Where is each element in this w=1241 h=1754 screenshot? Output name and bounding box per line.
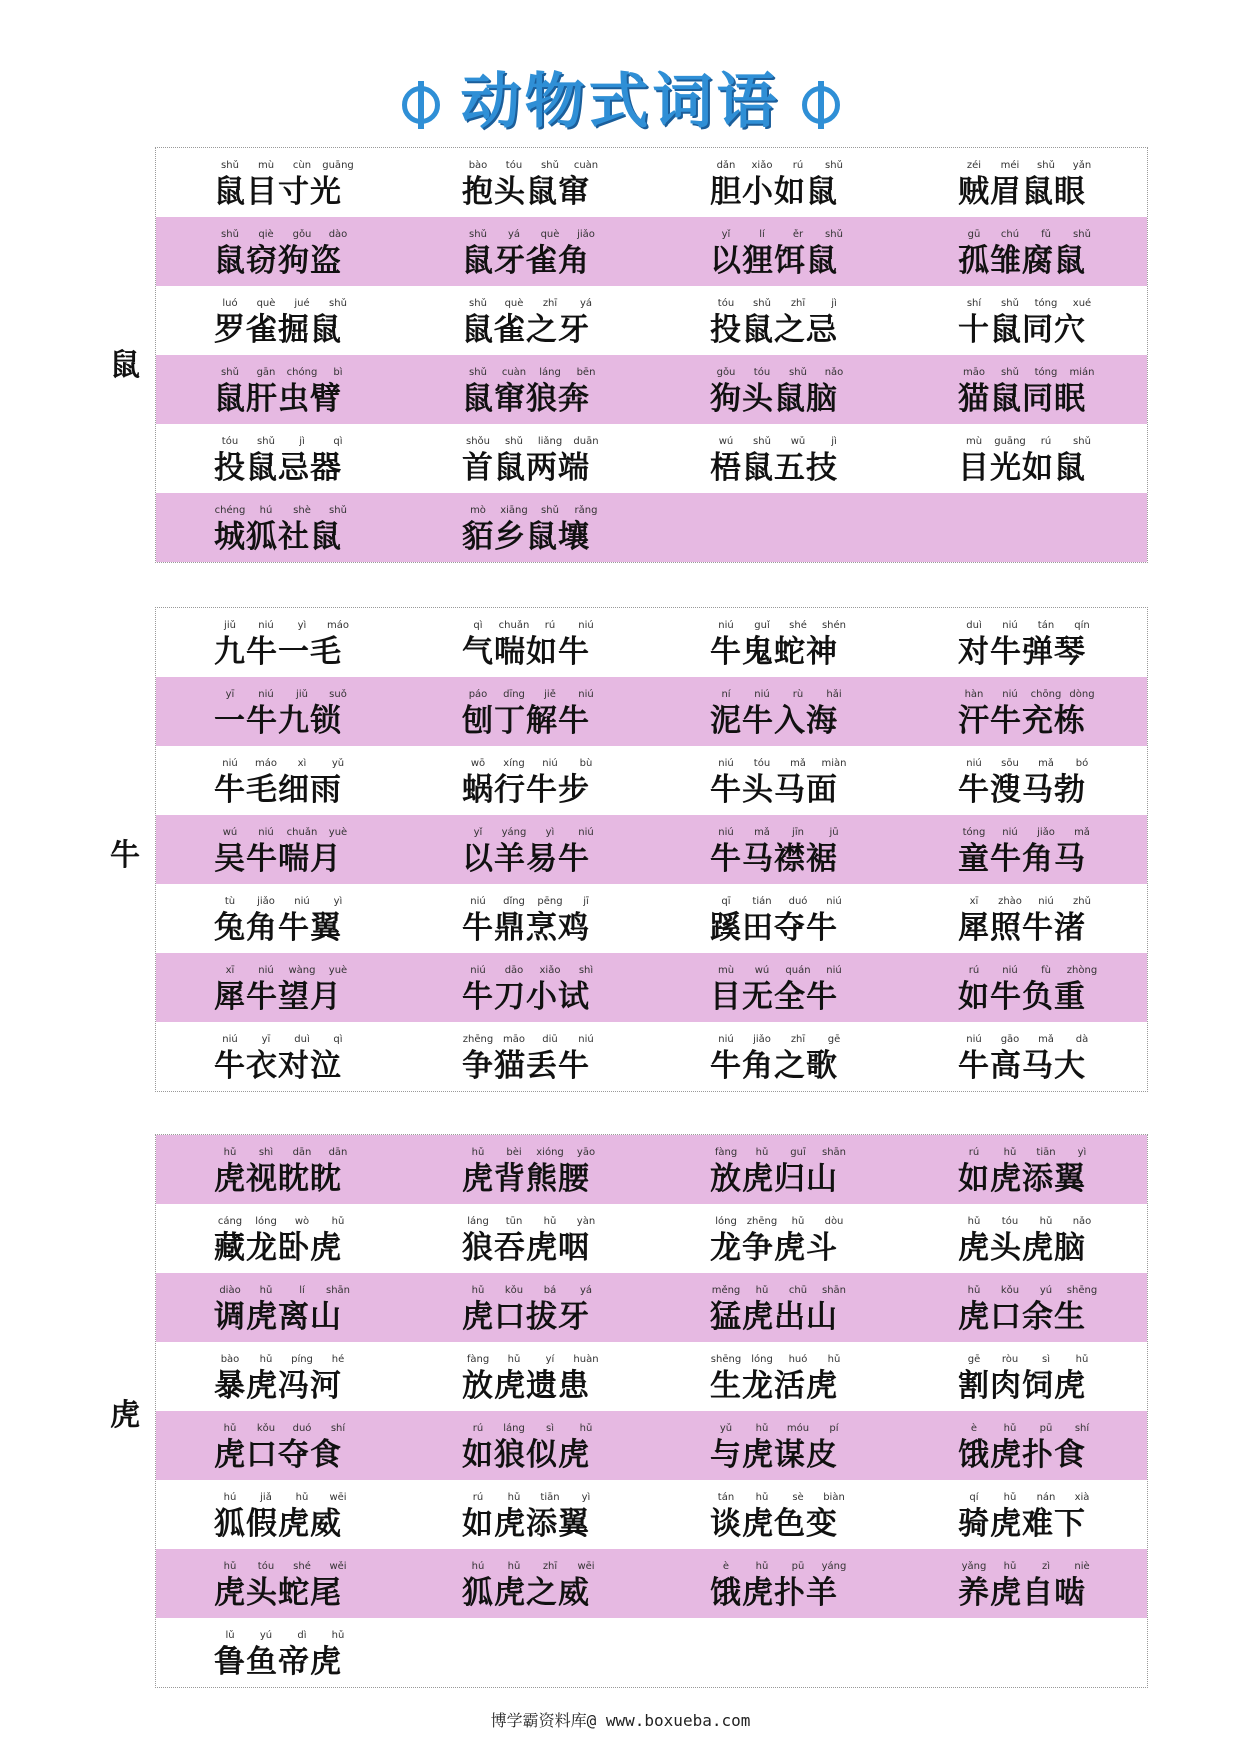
- idiom-item: [710, 1342, 958, 1411]
- idiom-text: 牛角之歌: [710, 1048, 838, 1084]
- idiom-text: 虎口夺食: [214, 1437, 342, 1473]
- idiom-row: [156, 1342, 1147, 1411]
- idiom-text: 割肉饲虎: [958, 1368, 1086, 1404]
- idiom-item: [958, 884, 1206, 953]
- idiom-row: [156, 1618, 1147, 1687]
- idiom-pinyin: è hǔ pū yáng: [722, 1561, 847, 1572]
- idiom-item: [958, 148, 1206, 217]
- idiom-pinyin: chéng hú shè shǔ: [214, 505, 347, 516]
- idiom-item: [958, 815, 1206, 884]
- idiom-text: 生龙活虎: [710, 1368, 838, 1404]
- idiom-item: [214, 884, 462, 953]
- idiom-pinyin: māo shǔ tóng mián: [963, 367, 1095, 378]
- idiom-pinyin: shǔ cuàn láng bēn: [469, 367, 596, 378]
- idiom-item: [958, 1342, 1206, 1411]
- idiom-row: [156, 1022, 1147, 1091]
- idiom-text: 抱头鼠窜: [462, 174, 590, 210]
- idiom-text: 骑虎难下: [958, 1506, 1086, 1542]
- idiom-pinyin: měng hǔ chū shān: [711, 1285, 846, 1296]
- idiom-text: 气喘如牛: [462, 634, 590, 670]
- idiom-item: [710, 953, 958, 1022]
- section-label-ox: 牛: [110, 838, 140, 873]
- idiom-row: [156, 677, 1147, 746]
- idiom-text: 虎头虎脑: [958, 1230, 1086, 1266]
- idiom-text: 饿虎扑食: [958, 1437, 1086, 1473]
- idiom-pinyin: gǒu tóu shǔ nǎo: [716, 367, 844, 378]
- idiom-pinyin: láng tūn hǔ yàn: [467, 1216, 596, 1227]
- idiom-text: 貊乡鼠壤: [462, 519, 590, 555]
- idiom-pinyin: mù guāng rú shǔ: [965, 436, 1091, 447]
- idiom-item: [710, 424, 958, 493]
- idiom-item: [462, 1135, 710, 1204]
- idiom-text: 十鼠同穴: [958, 312, 1086, 348]
- idiom-item: [214, 493, 462, 562]
- idiom-text: 九牛一毛: [214, 634, 342, 670]
- idiom-text: 梧鼠五技: [710, 450, 838, 486]
- idiom-pinyin: shǒu shǔ liǎng duān: [465, 436, 599, 447]
- idiom-row: [156, 424, 1147, 493]
- idiom-pinyin: shǔ yá què jiǎo: [469, 229, 595, 240]
- footer-source: 博学霸资料库@ www.boxueba.com: [490, 1711, 751, 1730]
- idiom-text: 鼠窜狼奔: [462, 381, 590, 417]
- idiom-item: [214, 286, 462, 355]
- idiom-text: 鼠窃狗盗: [214, 243, 342, 279]
- idiom-item: [462, 953, 710, 1022]
- idiom-pinyin: bào tóu shǔ cuàn: [468, 160, 599, 171]
- idiom-pinyin: dǎn xiǎo rú shǔ: [716, 160, 843, 171]
- idiom-pinyin: wú niú chuǎn yuè: [222, 827, 348, 838]
- idiom-text: 牛衣对泣: [214, 1048, 342, 1084]
- idiom-text: 虎口余生: [958, 1299, 1086, 1335]
- idiom-text: 一牛九锁: [214, 703, 342, 739]
- idiom-text: 如狼似虎: [462, 1437, 590, 1473]
- section-label-tiger: 虎: [110, 1398, 140, 1433]
- page-title: 动物式词语: [460, 67, 781, 137]
- idiom-item: [214, 1480, 462, 1549]
- idiom-row: [156, 355, 1147, 424]
- idiom-text: 猛虎出山: [710, 1299, 838, 1335]
- idiom-item: [462, 746, 710, 815]
- idiom-item: [462, 815, 710, 884]
- idiom-item: [958, 1273, 1206, 1342]
- idiom-text: 牛溲马勃: [958, 772, 1086, 808]
- idiom-item: [710, 1273, 958, 1342]
- idiom-pinyin: páo dīng jiě niú: [468, 689, 594, 700]
- idiom-item: [214, 1135, 462, 1204]
- idiom-pinyin: fàng hǔ yí huàn: [466, 1354, 599, 1365]
- idiom-row: [156, 493, 1147, 562]
- idiom-item: [462, 1273, 710, 1342]
- idiom-row: [156, 217, 1147, 286]
- idiom-pinyin: hǔ bèi xióng yāo: [471, 1147, 596, 1158]
- idiom-item: [958, 286, 1206, 355]
- idiom-pinyin: è hǔ pū shí: [970, 1423, 1090, 1434]
- idiom-pinyin: niú mǎ jīn jū: [718, 827, 839, 838]
- idiom-text: 罗雀掘鼠: [214, 312, 342, 348]
- idiom-item: [710, 815, 958, 884]
- idiom-pinyin: shēng lóng huó hǔ: [710, 1354, 841, 1365]
- idiom-item: [710, 1549, 958, 1618]
- idiom-pinyin: qí hǔ nán xià: [969, 1492, 1090, 1503]
- idiom-pinyin: niú dǐng pēng jī: [470, 896, 589, 907]
- idiom-pinyin: diào hǔ lí shān: [219, 1285, 350, 1296]
- idiom-item: [958, 746, 1206, 815]
- idiom-pinyin: rú hǔ tiān yì: [472, 1492, 591, 1503]
- idiom-item: [710, 217, 958, 286]
- idiom-text: 以羊易牛: [462, 841, 590, 877]
- idiom-item: [710, 1204, 958, 1273]
- idiom-text: 牛头马面: [710, 772, 838, 808]
- idiom-item: [958, 677, 1206, 746]
- idiom-text: 狐虎之威: [462, 1575, 590, 1611]
- idiom-item: [462, 148, 710, 217]
- idiom-item: [214, 815, 462, 884]
- idiom-row: [156, 1411, 1147, 1480]
- idiom-item: [710, 746, 958, 815]
- idiom-pinyin: niú tóu mǎ miàn: [718, 758, 847, 769]
- idiom-text: 牛高马大: [958, 1048, 1086, 1084]
- idiom-text: 鼠目寸光: [214, 174, 342, 210]
- idiom-text: 鲁鱼帝虎: [214, 1644, 342, 1680]
- idiom-text: 牛鼎烹鸡: [462, 910, 590, 946]
- idiom-item: [710, 286, 958, 355]
- idiom-text: 狗头鼠脑: [710, 381, 838, 417]
- section-rat: [155, 147, 1148, 563]
- idiom-item: [214, 148, 462, 217]
- idiom-text: 如虎添翼: [462, 1506, 590, 1542]
- idiom-text: 虎视眈眈: [214, 1161, 342, 1197]
- idiom-item: [462, 1022, 710, 1091]
- idiom-pinyin: niú dāo xiǎo shì: [470, 965, 594, 976]
- idiom-pinyin: tóu shǔ zhī jì: [717, 298, 837, 309]
- title-area: [0, 62, 1241, 142]
- idiom-item: [710, 148, 958, 217]
- idiom-text: 狼吞虎咽: [462, 1230, 590, 1266]
- title-right-ornament-icon: [802, 86, 840, 124]
- idiom-text: 放虎遗患: [462, 1368, 590, 1404]
- idiom-row: [156, 953, 1147, 1022]
- idiom-row: [156, 884, 1147, 953]
- idiom-pinyin: hǔ tóu shé wěi: [223, 1561, 347, 1572]
- idiom-row: [156, 815, 1147, 884]
- idiom-item: [958, 1549, 1206, 1618]
- idiom-row: [156, 286, 1147, 355]
- idiom-pinyin: hàn niú chōng dòng: [964, 689, 1095, 700]
- idiom-pinyin: tóu shǔ jì qì: [221, 436, 343, 447]
- idiom-item: [214, 1273, 462, 1342]
- idiom-text: 藏龙卧虎: [214, 1230, 342, 1266]
- idiom-text: 蜗行牛步: [462, 772, 590, 808]
- idiom-item: [958, 1135, 1206, 1204]
- idiom-text: 蹊田夺牛: [710, 910, 838, 946]
- idiom-item: [462, 424, 710, 493]
- idiom-text: 吴牛喘月: [214, 841, 342, 877]
- idiom-item: [462, 608, 710, 677]
- idiom-item: [710, 355, 958, 424]
- idiom-row: [156, 608, 1147, 677]
- idiom-text: 孤雏腐鼠: [958, 243, 1086, 279]
- idiom-pinyin: wú shǔ wǔ jì: [718, 436, 837, 447]
- idiom-item: [958, 1480, 1206, 1549]
- idiom-text: 犀牛望月: [214, 979, 342, 1015]
- idiom-pinyin: yǐ lí ěr shǔ: [721, 229, 843, 240]
- idiom-pinyin: xī zhào niú zhǔ: [969, 896, 1091, 907]
- idiom-pinyin: niú yī duì qì: [222, 1034, 343, 1045]
- idiom-pinyin: shǔ què zhī yá: [469, 298, 593, 309]
- idiom-pinyin: zéi méi shǔ yǎn: [966, 160, 1092, 171]
- idiom-text: 城狐社鼠: [214, 519, 342, 555]
- section-label-rat: 鼠: [110, 348, 140, 383]
- idiom-item: [462, 355, 710, 424]
- idiom-pinyin: lóng zhēng hǔ dòu: [715, 1216, 844, 1227]
- idiom-pinyin: qì chuǎn rú niú: [473, 620, 594, 631]
- idiom-text: 犀照牛渚: [958, 910, 1086, 946]
- idiom-pinyin: gē ròu sì hǔ: [967, 1354, 1089, 1365]
- idiom-text: 猫鼠同眠: [958, 381, 1086, 417]
- idiom-pinyin: hú hǔ zhī wēi: [471, 1561, 595, 1572]
- idiom-text: 投鼠忌器: [214, 450, 342, 486]
- idiom-item: [710, 1022, 958, 1091]
- idiom-item: [462, 493, 710, 562]
- idiom-item: [958, 217, 1206, 286]
- idiom-text: 目无全牛: [710, 979, 838, 1015]
- idiom-text: 虎背熊腰: [462, 1161, 590, 1197]
- idiom-text: 龙争虎斗: [710, 1230, 838, 1266]
- idiom-text: 牛鬼蛇神: [710, 634, 838, 670]
- idiom-text: 胆小如鼠: [710, 174, 838, 210]
- idiom-pinyin: tán hǔ sè biàn: [717, 1492, 845, 1503]
- idiom-text: 狐假虎威: [214, 1506, 342, 1542]
- idiom-item: [462, 1411, 710, 1480]
- idiom-item: [214, 424, 462, 493]
- idiom-item: [958, 1022, 1206, 1091]
- idiom-row: [156, 1273, 1147, 1342]
- idiom-item: [462, 677, 710, 746]
- idiom-item: [462, 1549, 710, 1618]
- idiom-item: [958, 424, 1206, 493]
- idiom-text: 目光如鼠: [958, 450, 1086, 486]
- idiom-text: 调虎离山: [214, 1299, 342, 1335]
- idiom-pinyin: niú gāo mǎ dà: [966, 1034, 1089, 1045]
- idiom-text: 虎口拔牙: [462, 1299, 590, 1335]
- idiom-text: 与虎谋皮: [710, 1437, 838, 1473]
- idiom-pinyin: hǔ kǒu duó shí: [223, 1423, 346, 1434]
- idiom-text: 贼眉鼠眼: [958, 174, 1086, 210]
- idiom-pinyin: mò xiāng shǔ rǎng: [470, 505, 598, 516]
- idiom-item: [710, 1135, 958, 1204]
- idiom-pinyin: niú guǐ shé shén: [718, 620, 847, 631]
- idiom-pinyin: jiǔ niú yì máo: [224, 620, 349, 631]
- idiom-pinyin: bào hǔ píng hé: [220, 1354, 345, 1365]
- idiom-item: [958, 608, 1206, 677]
- idiom-pinyin: niú jiǎo zhī gē: [718, 1034, 841, 1045]
- idiom-pinyin: hǔ kǒu yú shēng: [967, 1285, 1098, 1296]
- idiom-item: [462, 286, 710, 355]
- idiom-pinyin: zhēng māo diū niú: [462, 1034, 594, 1045]
- idiom-pinyin: shǔ mù cùn guāng: [221, 160, 354, 171]
- idiom-item: [214, 1022, 462, 1091]
- idiom-text: 谈虎色变: [710, 1506, 838, 1542]
- idiom-pinyin: hú jiǎ hǔ wēi: [223, 1492, 347, 1503]
- idiom-row: [156, 1549, 1147, 1618]
- idiom-text: 汗牛充栋: [958, 703, 1086, 739]
- idiom-item: [710, 1411, 958, 1480]
- idiom-text: 养虎自啮: [958, 1575, 1086, 1611]
- idiom-pinyin: hǔ shì dān dān: [223, 1147, 348, 1158]
- idiom-pinyin: lǔ yú dì hǔ: [225, 1630, 345, 1641]
- idiom-row: [156, 1135, 1147, 1204]
- idiom-text: 以狸饵鼠: [710, 243, 838, 279]
- idiom-pinyin: xī niú wàng yuè: [225, 965, 348, 976]
- idiom-pinyin: wō xíng niú bù: [470, 758, 593, 769]
- idiom-pinyin: tóng niú jiǎo mǎ: [962, 827, 1090, 838]
- idiom-pinyin: gū chú fǔ shǔ: [967, 229, 1091, 240]
- idiom-text: 兔角牛翼: [214, 910, 342, 946]
- idiom-item: [214, 746, 462, 815]
- idiom-item: [958, 953, 1206, 1022]
- idiom-pinyin: yǎng hǔ zì niè: [961, 1561, 1090, 1572]
- idiom-pinyin: rú niú fù zhòng: [968, 965, 1098, 976]
- idiom-item: [214, 608, 462, 677]
- idiom-text: 童牛角马: [958, 841, 1086, 877]
- idiom-pinyin: hǔ tóu hǔ nǎo: [967, 1216, 1092, 1227]
- idiom-pinyin: rú hǔ tiān yì: [968, 1147, 1087, 1158]
- idiom-pinyin: qī tián duó niú: [721, 896, 842, 907]
- idiom-item: [214, 1549, 462, 1618]
- idiom-item: [710, 1480, 958, 1549]
- idiom-item: [958, 1204, 1206, 1273]
- idiom-text: 暴虎冯河: [214, 1368, 342, 1404]
- idiom-text: 投鼠之忌: [710, 312, 838, 348]
- idiom-text: 饿虎扑羊: [710, 1575, 838, 1611]
- idiom-item: [462, 217, 710, 286]
- idiom-text: 牛毛细雨: [214, 772, 342, 808]
- idiom-item: [214, 1411, 462, 1480]
- idiom-item: [462, 1342, 710, 1411]
- idiom-item: [214, 217, 462, 286]
- section-ox: [155, 607, 1148, 1092]
- idiom-item: [958, 1411, 1206, 1480]
- idiom-item: [214, 953, 462, 1022]
- idiom-text: 鼠牙雀角: [462, 243, 590, 279]
- idiom-text: 如虎添翼: [958, 1161, 1086, 1197]
- idiom-text: 刨丁解牛: [462, 703, 590, 739]
- idiom-item: [214, 677, 462, 746]
- idiom-row: [156, 1480, 1147, 1549]
- idiom-item: [214, 1204, 462, 1273]
- idiom-pinyin: shǔ qiè gǒu dào: [221, 229, 348, 240]
- section-tiger: [155, 1134, 1148, 1688]
- idiom-pinyin: yǐ yáng yì niú: [473, 827, 594, 838]
- idiom-pinyin: yī niú jiǔ suǒ: [225, 689, 347, 700]
- idiom-text: 鼠肝虫臂: [214, 381, 342, 417]
- idiom-pinyin: fàng hǔ guī shān: [714, 1147, 846, 1158]
- idiom-text: 牛马襟裾: [710, 841, 838, 877]
- idiom-pinyin: shí shǔ tóng xué: [966, 298, 1092, 309]
- idiom-pinyin: shǔ gān chóng bì: [221, 367, 343, 378]
- idiom-pinyin: ní niú rù hǎi: [721, 689, 842, 700]
- idiom-pinyin: mù wú quán niú: [717, 965, 842, 976]
- idiom-item: [710, 608, 958, 677]
- idiom-pinyin: rú láng sì hǔ: [472, 1423, 593, 1434]
- idiom-pinyin: niú máo xì yǔ: [222, 758, 345, 769]
- idiom-row: [156, 1204, 1147, 1273]
- idiom-pinyin: yǔ hǔ móu pí: [719, 1423, 839, 1434]
- idiom-item: [710, 677, 958, 746]
- idiom-text: 牛刀小试: [462, 979, 590, 1015]
- idiom-item: [462, 1480, 710, 1549]
- idiom-pinyin: niú sōu mǎ bó: [966, 758, 1089, 769]
- idiom-item: [214, 355, 462, 424]
- idiom-item: [462, 1204, 710, 1273]
- idiom-item: [214, 1342, 462, 1411]
- idiom-item: [214, 1618, 462, 1687]
- idiom-text: 放虎归山: [710, 1161, 838, 1197]
- idiom-text: 如牛负重: [958, 979, 1086, 1015]
- idiom-pinyin: luó què jué shǔ: [222, 298, 347, 309]
- idiom-text: 首鼠两端: [462, 450, 590, 486]
- idiom-item: [710, 884, 958, 953]
- idiom-text: 虎头蛇尾: [214, 1575, 342, 1611]
- idiom-text: 泥牛入海: [710, 703, 838, 739]
- idiom-text: 对牛弹琴: [958, 634, 1086, 670]
- idiom-text: 鼠雀之牙: [462, 312, 590, 348]
- idiom-item: [462, 884, 710, 953]
- idiom-item: [958, 355, 1206, 424]
- idiom-pinyin: hǔ kǒu bá yá: [471, 1285, 593, 1296]
- idiom-pinyin: tù jiǎo niú yì: [224, 896, 343, 907]
- idiom-text: 争猫丢牛: [462, 1048, 590, 1084]
- idiom-row: [156, 746, 1147, 815]
- idiom-pinyin: duì niú tán qín: [966, 620, 1090, 631]
- idiom-row: [156, 148, 1147, 217]
- idiom-pinyin: cáng lóng wò hǔ: [217, 1216, 345, 1227]
